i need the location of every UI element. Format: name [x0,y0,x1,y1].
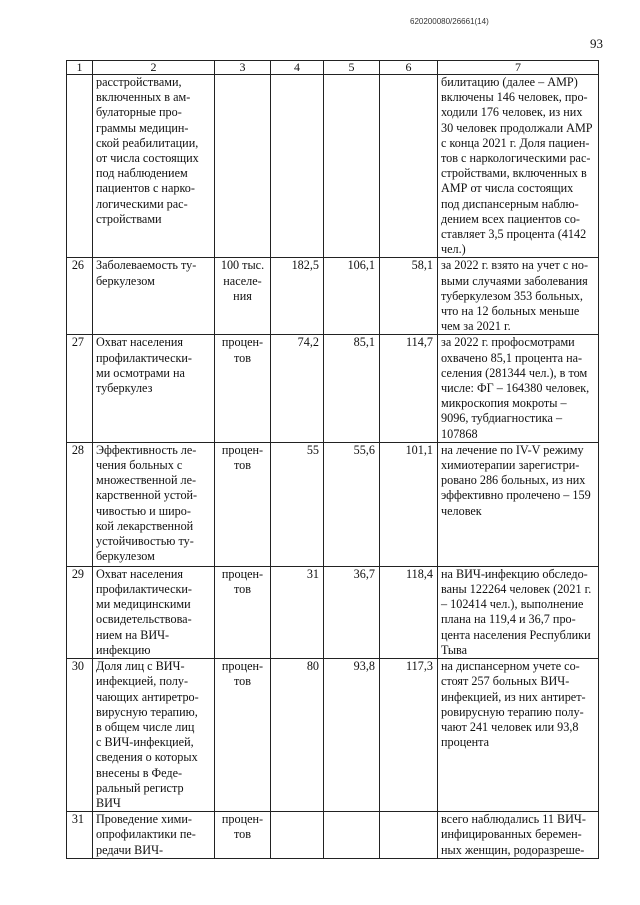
planned-value: 31 [271,566,324,658]
actual-value [324,812,380,859]
actual-value: 85,1 [324,335,380,442]
indicator-name: Проведение хими- опрофилактики пе- редачи ВИЧ- [93,812,215,859]
completion-percent: 114,7 [380,335,438,442]
completion-percent: 101,1 [380,442,438,566]
column-header: 7 [438,61,599,75]
indicator-name: Заболеваемость ту- беркулезом [93,258,215,335]
indicator-name: Эффективность ле- чения больных с множественной ле- карственной устой- чивостью и широ- кой лекарственной устойчивостью ту- беркулезом [93,442,215,566]
document-id: 620200080/26661(14) [410,17,489,26]
planned-value [271,812,324,859]
comment: на ВИЧ-инфекцию обследо- ваны 122264 человек (2021 г. – 102414 чел.), выполнение плана на 119,4 и 36,7 про- цента населения Республики Тыва [438,566,599,658]
row-number [67,75,93,258]
planned-value: 55 [271,442,324,566]
planned-value: 74,2 [271,335,324,442]
unit: процен- тов [215,566,271,658]
indicator-name: Охват населения профилактически- ми осмотрами на туберкулез [93,335,215,442]
row-number: 30 [67,659,93,812]
completion-percent [380,75,438,258]
actual-value: 106,1 [324,258,380,335]
table-row [67,659,599,812]
column-header-row [67,61,599,75]
table-row [67,75,599,258]
unit: процен- тов [215,335,271,442]
column-header: 2 [93,61,215,75]
completion-percent: 118,4 [380,566,438,658]
actual-value: 36,7 [324,566,380,658]
indicator-name: Доля лиц с ВИЧ- инфекцией, полу- чающих антиретро- вирусную терапию, в общем числе лиц с ВИЧ-инфекцией, сведения о которых внесены в Феде- ральный регистр ВИЧ [93,659,215,812]
comment: на лечение по IV-V режиму химиотерапии зарегистри- ровано 286 больных, из них эффективно пролечено – 159 человек [438,442,599,566]
comment: билитацию (далее – АМР) включены 146 человек, про- ходили 176 человек, из них 30 человек продолжали АМР с конца 2021 г. Доля пациен- тов с наркологическими рас- стройствами, включенных в АМР от числа состоящих под диспансерным наблю- дением всех пациентов со- ставляет 3,5 процента (4142 чел.) [438,75,599,258]
comment: за 2022 г. взято на учет с но- выми случаями заболевания туберкулезом 353 больных, что на 12 больных меньше чем за 2021 г. [438,258,599,335]
unit: процен- тов [215,659,271,812]
actual-value: 55,6 [324,442,380,566]
completion-percent: 58,1 [380,258,438,335]
indicator-name: расстройствами, включенных в ам- булаторные про- граммы медицин- ской реабилитации, от числа состоящих под наблюдением пациентов с нарко- логическими рас- стройствами [93,75,215,258]
planned-value: 80 [271,659,324,812]
comment: за 2022 г. профосмотрами охвачено 85,1 процента на- селения (281344 чел.), в том числе: ФГ – 164380 человек, микроскопия мокроты – 9096, тубдиагностика – 107868 [438,335,599,442]
column-header: 5 [324,61,380,75]
page-number: 93 [590,36,603,51]
actual-value: 93,8 [324,659,380,812]
table-row [67,812,599,859]
row-number: 28 [67,442,93,566]
comment: на диспансерном учете со- стоят 257 больных ВИЧ- инфекцией, из них антирет- ровирусную терапию полу- чают 241 человек или 93,8 процента [438,659,599,812]
actual-value [324,75,380,258]
table-row [67,566,599,658]
row-number: 26 [67,258,93,335]
completion-percent: 117,3 [380,659,438,812]
indicator-name: Охват населения профилактически- ми медицинскими освидетельствова- нием на ВИЧ- инфекцию [93,566,215,658]
table-row [67,258,599,335]
table-row [67,442,599,566]
unit: процен- тов [215,442,271,566]
comment: всего наблюдались 11 ВИЧ- инфицированных беремен- ных женщин, родоразреше- [438,812,599,859]
column-header: 3 [215,61,271,75]
unit [215,75,271,258]
table-row [67,335,599,442]
column-header: 4 [271,61,324,75]
column-header: 6 [380,61,438,75]
column-header: 1 [67,61,93,75]
row-number: 31 [67,812,93,859]
row-number: 27 [67,335,93,442]
indicators-table [66,60,599,859]
unit: 100 тыс. населе- ния [215,258,271,335]
planned-value [271,75,324,258]
row-number: 29 [67,566,93,658]
planned-value: 182,5 [271,258,324,335]
unit: процен- тов [215,812,271,859]
completion-percent [380,812,438,859]
